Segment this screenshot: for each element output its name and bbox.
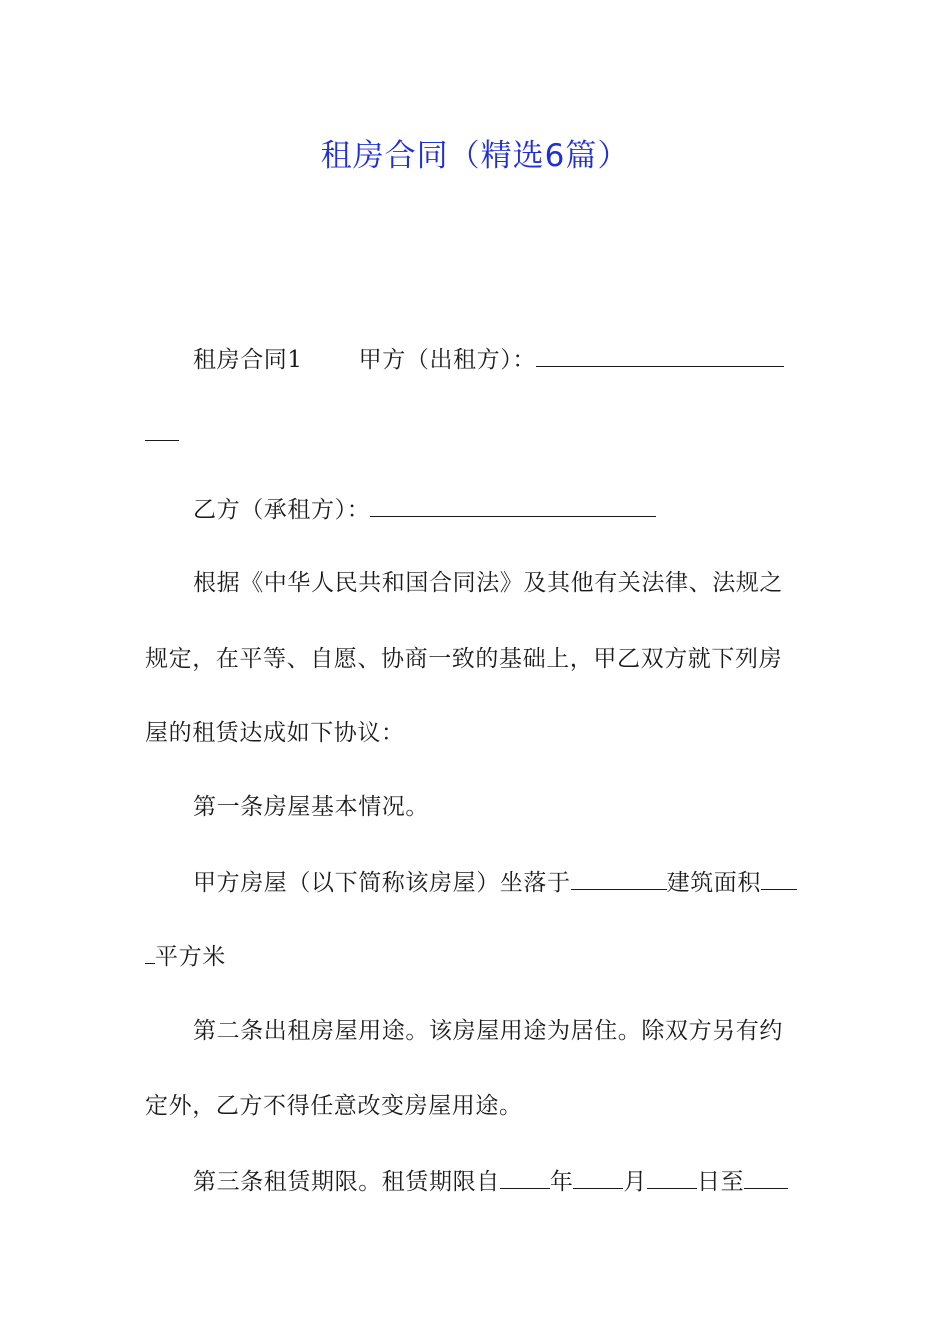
- day-blank: [647, 1166, 697, 1189]
- party-b-label: 乙方（承租方）：: [193, 497, 371, 523]
- property-location-line: 甲方房屋（以下简称该房屋）坐落于 建筑面积: [193, 867, 797, 898]
- party-a-label: 甲方（出租方）：: [358, 347, 536, 373]
- paragraph-line: 定外，乙方不得任意改变房屋用途。: [145, 1093, 523, 1119]
- lease-term-line: 第三条租赁期限。租赁期限自 年 月 日至: [193, 1166, 788, 1197]
- party-a-line: [193, 344, 784, 375]
- contract-number-label: 租房合同1: [193, 347, 303, 373]
- location-blank: [571, 867, 667, 890]
- paragraph-line: 第二条出租房屋用途。该房屋用途为居住。除双方另有约: [193, 1018, 783, 1044]
- paragraph-line: 屋的租赁达成如下协议：: [145, 720, 405, 746]
- party-b-blank: [370, 494, 656, 517]
- year-blank: [500, 1166, 550, 1189]
- month-blank: [573, 1166, 623, 1189]
- article-1-heading: 第一条房屋基本情况。: [193, 794, 429, 820]
- paragraph-line: 根据《中华人民共和国合同法》及其他有关法律、法规之: [193, 570, 783, 596]
- party-b-line: [193, 494, 656, 525]
- area-blank: [761, 867, 797, 890]
- end-date-blank: [744, 1166, 788, 1189]
- area-unit-line: 平方米: [145, 941, 226, 972]
- paragraph-line: 规定，在平等、自愿、协商一致的基础上，甲乙双方就下列房: [145, 646, 783, 672]
- document-title: 租房合同（精选6篇）: [320, 138, 630, 174]
- party-a-blank: [536, 344, 784, 367]
- party-a-blank-continued: [145, 418, 179, 449]
